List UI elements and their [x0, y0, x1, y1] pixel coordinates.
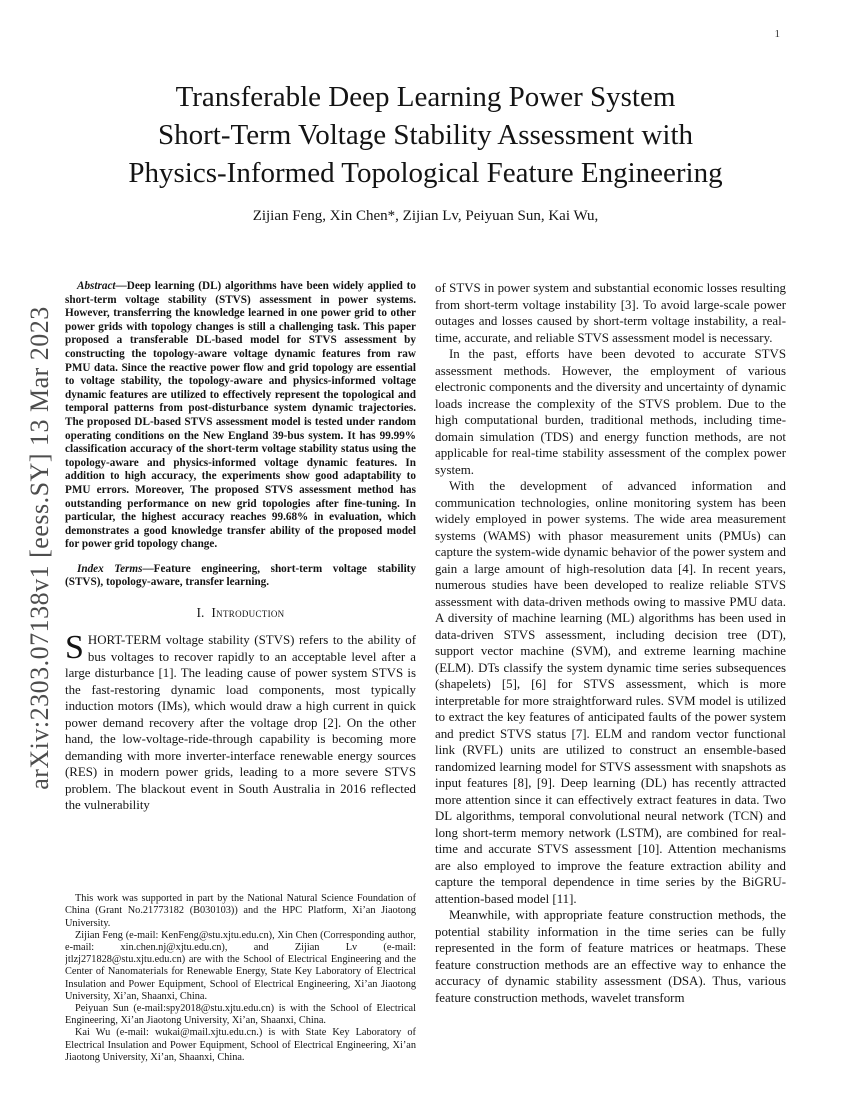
footnotes-block: [65, 887, 416, 1064]
section-heading-introduction: [65, 605, 416, 621]
title-block: [65, 78, 786, 225]
abstract-label: Abstract: [77, 280, 116, 292]
index-terms-label: Index Terms: [77, 562, 143, 575]
index-terms-text: —Feature engineering, short-term voltage stability (STVS), topology-aware, transfer learning.: [65, 562, 416, 589]
arxiv-watermark: arXiv:2303.07138v1 [eess.SY] 13 Mar 2023: [25, 306, 54, 790]
right-column: [435, 280, 786, 1064]
section-number: I.: [196, 605, 205, 621]
body-paragraph-4: Meanwhile, with appropriate feature construction methods, the potential stability information in the time series can be fully represented in the form of feature matrices or heatmaps. These feature construction methods are an effective way to enhance the accuracy of dynamic stability assessment (DSA). Thus, various feature construction methods, wavelet transform: [435, 908, 786, 1005]
section-title: Introduction: [211, 605, 285, 621]
authors-line: Zijian Feng, Xin Chen*, Zijian Lv, Peiyuan Sun, Kai Wu,: [252, 208, 599, 224]
abstract-text: —Deep learning (DL) algorithms have been widely applied to short-term voltage stability (STVS) assessment in power systems. However, transferring the knowledge learned in one power grid to other power grids with topology changes is still a challenging task. This paper proposed a transferable DL-based model for STVS assessment by constructing the topology-aware voltage dynamic features from raw PMU data. Since the reactive power flow and grid topology are essential to voltage stability, the topology-aware and physics-informed voltage dynamic features are utilized to effectively represent the topological and temporal patterns from post-disturbance system dynamic trajectories. The proposed DL-based STVS assessment model is tested under random operating conditions on the New England 39-bus system. It has 99.99% classification accuracy of the short-term voltage stability status using the topology-aware and physics-informed voltage dynamic features. In addition to high accuracy, the experiments show good adaptability to PMU errors. Moreover, The proposed STVS assessment method has outstanding performance on new grid topologies after fine-tuning. In particular, the highest accuracy reaches 99.68% in evaluation, which demonstrates a good knowledge transfer ability of the proposed model for power grid topology change.: [65, 280, 416, 551]
paper-title-line-1: Transferable Deep Learning Power System: [175, 81, 676, 113]
left-column: [65, 280, 416, 1064]
footnote-funding: This work was supported in part by the National Natural Science Foundation of China (Grant No.21773182 (B030103)) and the HPC Platform, Xi’an Jiaotong University.: [65, 893, 416, 929]
body-paragraph-3: With the development of advanced information and communication technologies, online monitoring system has been widely employed in power systems. The wide area measurement systems (WAMS) with phasor measurement units (PMUs) can capture the system-wide dynamic behavior of the power system and gain a large amount of high-resolution data [4]. In recent years, numerous studies have been developed to realize reliable STVS assessment with data-driven methods owing to massive PMU data. A diversity of machine learning (ML) algorithms has been used in data-driven STVS assessment, including decision tree (DT), support vector machine (SVM), and extreme learning machine (ELM). DTs classify the system dynamic time series subsequences (shapelets) [5], [6] for STVS assessment, which is more interpretable for more straightforward rules. SVM model is utilized to extract the key features of anticipated faults of the power system and predict STVS status [7]. ELM and random vector functional link (RVFL) units are utilized to construct an ensemble-based randomized learning model for STVS assessment with snapshots as input features [8], [9]. Deep learning (DL) has recently attracted more attention since it can effectively extract features in data. Two DL algorithms, temporal convolutional neural network (TCN) and long short-term memory network (LSTM), are combined for real-time and accurate STVS assessment [10]. Attention mechanisms are also employed to improve the feature extraction ability and capture the temporal dependence in time series by the BiGRU-attention-based model [11].: [435, 479, 786, 906]
body-paragraph-continuation: of STVS in power system and substantial economic losses resulting from short-term voltage instability [3]. To avoid large-scale power outages and losses caused by short-term voltage instability, a real-time, accurate, and reliable STVS assessment model is necessary.: [435, 281, 786, 345]
index-terms-paragraph: [65, 563, 416, 590]
paper-content: [65, 78, 786, 1064]
intro-paragraph-1-text: HORT-TERM voltage stability (STVS) refers to the ability of bus voltages to recover rapidly to an acceptable level after a large disturbance [1]. The leading cause of power system STVS is the fast-restoring dynamic load components, most typically induction motors (IMs), which would draw a high current in quick power demand recovery after the voltage drop [2]. On the other hand, the low-voltage-ride-through capability is becoming more demanding with more inverter-interface renewable energy sources (RES) in modern power grids, leading to a more severe STVS problem. The blackout event in South Australia in 2016 reflected the vulnerability: [65, 633, 416, 813]
two-column-body: [65, 280, 786, 1064]
dropcap-letter: S: [65, 629, 84, 667]
footnote-authors-1: Zijian Feng (e-mail: KenFeng@stu.xjtu.edu.cn), Xin Chen (Corresponding author, e-mail: xin.chen.nj@xjtu.edu.cn), and Zijian Lv (e-mail: jtlzj271828@stu.xjtu.edu.cn) are with the School of Electrical Engineering and the Center of Nanomaterials for Renewable Energy, State Key Laboratory of Electrical Insulation and Power Equipment, School of Electrical Engineering, Xi’an Jiaotong University, Xi’an, Shaanxi, China.: [65, 929, 416, 1002]
footnote-authors-2: Peiyuan Sun (e-mail:spy2018@stu.xjtu.edu.cn) is with the School of Electrical Engineering, Xi’an Jiaotong University, Xi’an, Shaanxi, China.: [65, 1002, 416, 1027]
body-paragraph-2: In the past, efforts have been devoted to accurate STVS assessment methods. However, the employment of various electronic components and the diversity and uncertainty of dynamic loads increase the complexity of the STVS problem. Due to the high computational burden, traditional methods, including time-domain simulation (TDS) and energy function methods, are not applicable for real-time stability assessment of the complex power system.: [435, 347, 786, 477]
footnote-authors-3: Kai Wu (e-mail: wukai@mail.xjtu.edu.cn.) is with State Key Laboratory of Electrical Insulation and Power Equipment, School of Electrical Engineering, Xi’an Jiaotong University, Xi’an, Shaanxi, China.: [65, 1027, 416, 1063]
paper-title: [65, 78, 786, 192]
abstract-paragraph: [65, 280, 416, 552]
page-number: 1: [774, 28, 780, 40]
intro-paragraph-1: [65, 629, 416, 814]
paper-title-line-3: Physics-Informed Topological Feature Engineering: [128, 157, 723, 189]
paper-title-line-2: Short-Term Voltage Stability Assessment with: [158, 119, 693, 151]
